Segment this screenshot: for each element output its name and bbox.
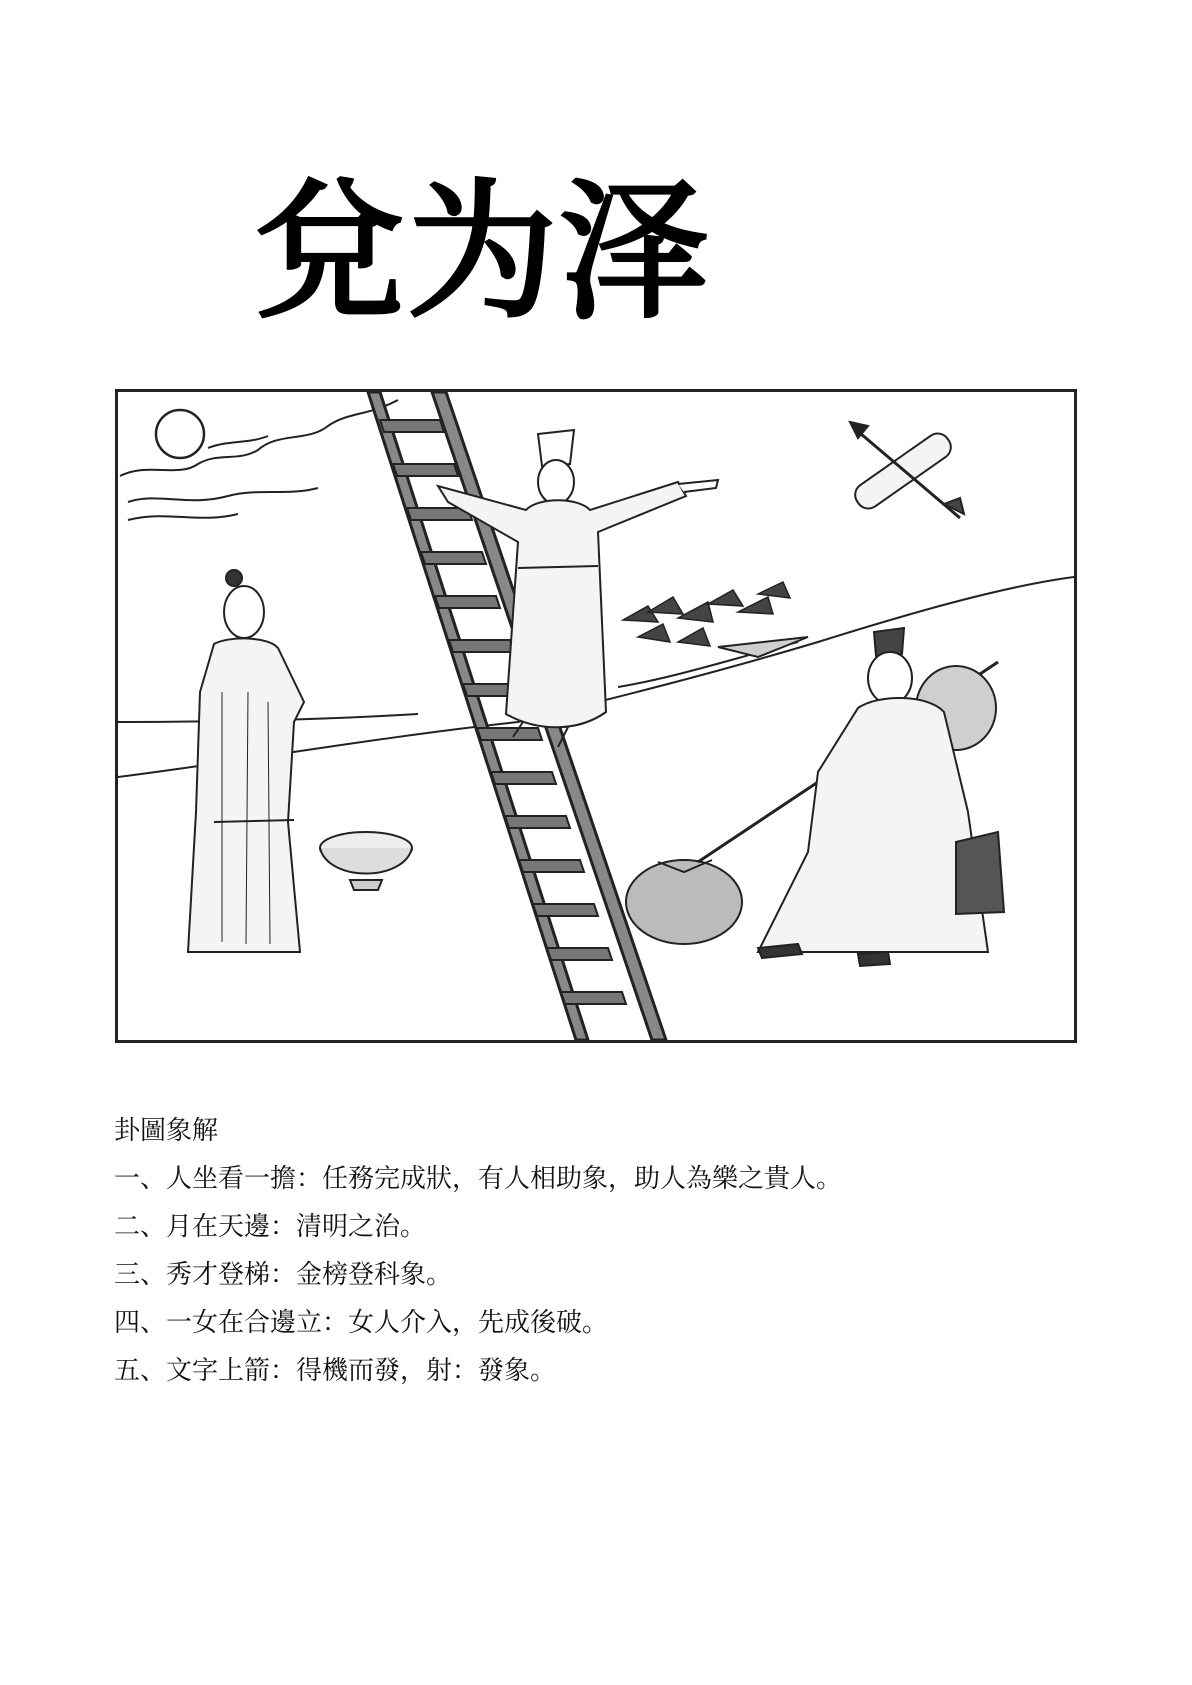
legend xyxy=(114,1107,1114,1395)
page-title: 兌为泽 xyxy=(255,166,712,340)
woman-figure xyxy=(188,570,304,952)
legend-item: 五、文字上箭：得機而發，射：發象。 xyxy=(114,1356,557,1386)
full-moon xyxy=(156,410,204,458)
legend-item: 四、一女在合邊立：女人介入，先成後破。 xyxy=(114,1308,609,1338)
bowl xyxy=(320,832,412,890)
bamboo-bushes xyxy=(623,582,790,646)
hexagram-illustration xyxy=(115,389,1077,1043)
scroll-with-arrow xyxy=(850,422,964,518)
legend-item: 一、人坐看一擔：任務完成狀，有人相助象，助人為樂之貴人。 xyxy=(114,1164,843,1194)
legend-heading: 卦圖象解 xyxy=(114,1116,219,1146)
legend-item: 三、秀才登梯：金榜登科象。 xyxy=(114,1260,453,1290)
legend-item: 二、月在天邊：清明之治。 xyxy=(114,1212,427,1242)
